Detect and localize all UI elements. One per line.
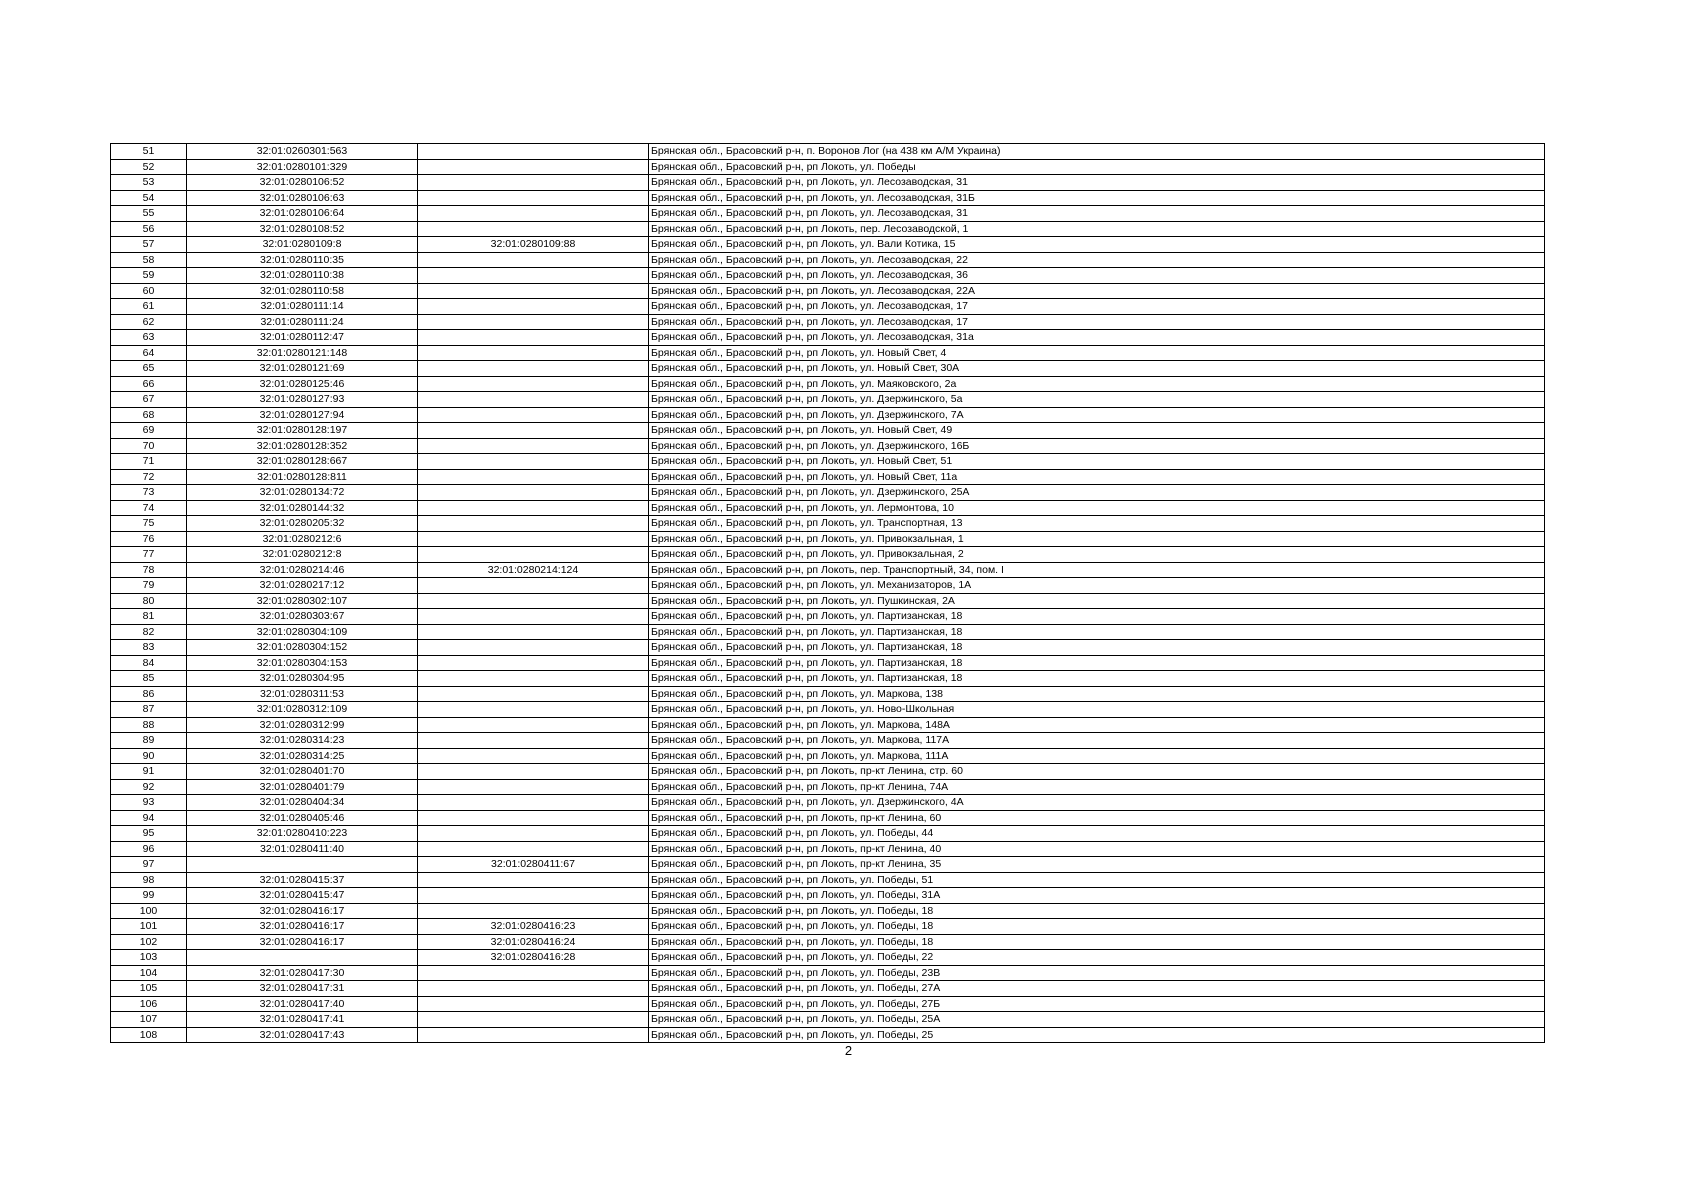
table-row — [111, 206, 1545, 222]
cadastral-number-cell: 32:01:0280110:38 — [187, 268, 418, 284]
cadastral-number-cell: 32:01:0280416:17 — [187, 919, 418, 935]
sub-cadastral-number-cell — [418, 903, 649, 919]
table-row — [111, 996, 1545, 1012]
cadastral-number-cell: 32:01:0280106:52 — [187, 175, 418, 191]
page-number: 2 — [844, 1043, 853, 1058]
sub-cadastral-number-cell — [418, 981, 649, 997]
sub-cadastral-number-cell — [418, 221, 649, 237]
table-row — [111, 237, 1545, 253]
table-row — [111, 655, 1545, 671]
address-cell: Брянская обл., Брасовский р-н, рп Локоть, ул. Новый Свет, 49 — [649, 423, 1545, 439]
address-cell: Брянская обл., Брасовский р-н, рп Локоть, ул. Ново-Школьная — [649, 702, 1545, 718]
cadastral-number-cell: 32:01:0280121:148 — [187, 345, 418, 361]
table-row — [111, 578, 1545, 594]
table-row — [111, 299, 1545, 315]
cadastral-number-cell: 32:01:0280121:69 — [187, 361, 418, 377]
sub-cadastral-number-cell: 32:01:0280411:67 — [418, 857, 649, 873]
cadastral-number-cell: 32:01:0280110:35 — [187, 252, 418, 268]
cadastral-number-cell: 32:01:0280417:41 — [187, 1012, 418, 1028]
address-cell: Брянская обл., Брасовский р-н, рп Локоть, ул. Победы, 25 — [649, 1027, 1545, 1043]
cadastral-number-cell: 32:01:0280111:14 — [187, 299, 418, 315]
table-row — [111, 702, 1545, 718]
sub-cadastral-number-cell — [418, 826, 649, 842]
address-cell: Брянская обл., Брасовский р-н, рп Локоть, ул. Победы, 23В — [649, 965, 1545, 981]
row-number-cell: 99 — [111, 888, 187, 904]
row-number-cell: 96 — [111, 841, 187, 857]
sub-cadastral-number-cell — [418, 438, 649, 454]
table-row — [111, 748, 1545, 764]
row-number-cell: 73 — [111, 485, 187, 501]
row-number-cell: 87 — [111, 702, 187, 718]
cadastral-number-cell: 32:01:0280312:109 — [187, 702, 418, 718]
address-cell: Брянская обл., Брасовский р-н, рп Локоть, ул. Маркова, 138 — [649, 686, 1545, 702]
table-row — [111, 795, 1545, 811]
row-number-cell: 85 — [111, 671, 187, 687]
cadastral-number-cell: 32:01:0280128:197 — [187, 423, 418, 439]
table-row — [111, 671, 1545, 687]
cadastral-number-cell: 32:01:0280302:107 — [187, 593, 418, 609]
table-row — [111, 609, 1545, 625]
cadastral-number-cell: 32:01:0280405:46 — [187, 810, 418, 826]
row-number-cell: 88 — [111, 717, 187, 733]
sub-cadastral-number-cell — [418, 252, 649, 268]
cadastral-number-cell: 32:01:0280214:46 — [187, 562, 418, 578]
row-number-cell: 65 — [111, 361, 187, 377]
sub-cadastral-number-cell — [418, 159, 649, 175]
address-cell: Брянская обл., Брасовский р-н, рп Локоть, пр-кт Ленина, 60 — [649, 810, 1545, 826]
address-cell: Брянская обл., Брасовский р-н, рп Локоть, ул. Лермонтова, 10 — [649, 500, 1545, 516]
cadastral-number-cell: 32:01:0280401:79 — [187, 779, 418, 795]
row-number-cell: 51 — [111, 144, 187, 160]
row-number-cell: 103 — [111, 950, 187, 966]
cadastral-number-cell — [187, 857, 418, 873]
table-row — [111, 252, 1545, 268]
sub-cadastral-number-cell — [418, 190, 649, 206]
row-number-cell: 107 — [111, 1012, 187, 1028]
address-cell: Брянская обл., Брасовский р-н, рп Локоть, ул. Лесозаводская, 31Б — [649, 190, 1545, 206]
cadastral-number-cell: 32:01:0280128:352 — [187, 438, 418, 454]
table-row — [111, 361, 1545, 377]
sub-cadastral-number-cell — [418, 330, 649, 346]
address-cell: Брянская обл., Брасовский р-н, рп Локоть, ул. Привокзальная, 2 — [649, 547, 1545, 563]
address-cell: Брянская обл., Брасовский р-н, рп Локоть, ул. Лесозаводская, 31 — [649, 206, 1545, 222]
row-number-cell: 93 — [111, 795, 187, 811]
sub-cadastral-number-cell — [418, 516, 649, 532]
table-row — [111, 562, 1545, 578]
row-number-cell: 83 — [111, 640, 187, 656]
cadastral-number-cell: 32:01:0280304:152 — [187, 640, 418, 656]
cadastral-number-cell: 32:01:0280108:52 — [187, 221, 418, 237]
cadastral-number-cell: 32:01:0280106:64 — [187, 206, 418, 222]
address-cell: Брянская обл., Брасовский р-н, рп Локоть, ул. Транспортная, 13 — [649, 516, 1545, 532]
address-cell: Брянская обл., Брасовский р-н, рп Локоть, ул. Победы — [649, 159, 1545, 175]
cadastral-number-cell: 32:01:0280417:30 — [187, 965, 418, 981]
cadastral-number-cell: 32:01:0280303:67 — [187, 609, 418, 625]
table-row — [111, 1027, 1545, 1043]
row-number-cell: 57 — [111, 237, 187, 253]
cadastral-number-cell: 32:01:0280417:40 — [187, 996, 418, 1012]
address-cell: Брянская обл., Брасовский р-н, рп Локоть, ул. Лесозаводская, 31а — [649, 330, 1545, 346]
sub-cadastral-number-cell — [418, 717, 649, 733]
cadastral-number-cell: 32:01:0280144:32 — [187, 500, 418, 516]
cadastral-number-cell: 32:01:0280304:153 — [187, 655, 418, 671]
row-number-cell: 91 — [111, 764, 187, 780]
address-cell: Брянская обл., Брасовский р-н, рп Локоть, ул. Лесозаводская, 17 — [649, 299, 1545, 315]
sub-cadastral-number-cell — [418, 609, 649, 625]
address-cell: Брянская обл., Брасовский р-н, рп Локоть, ул. Маркова, 148А — [649, 717, 1545, 733]
sub-cadastral-number-cell — [418, 531, 649, 547]
sub-cadastral-number-cell — [418, 733, 649, 749]
sub-cadastral-number-cell — [418, 1027, 649, 1043]
table-row — [111, 686, 1545, 702]
table-row — [111, 950, 1545, 966]
sub-cadastral-number-cell — [418, 764, 649, 780]
table-row — [111, 547, 1545, 563]
table-row — [111, 500, 1545, 516]
table-row — [111, 934, 1545, 950]
table-row — [111, 965, 1545, 981]
row-number-cell: 81 — [111, 609, 187, 625]
row-number-cell: 70 — [111, 438, 187, 454]
row-number-cell: 55 — [111, 206, 187, 222]
row-number-cell: 53 — [111, 175, 187, 191]
table-row — [111, 159, 1545, 175]
address-cell: Брянская обл., Брасовский р-н, рп Локоть, ул. Вали Котика, 15 — [649, 237, 1545, 253]
address-cell: Брянская обл., Брасовский р-н, рп Локоть, ул. Механизаторов, 1А — [649, 578, 1545, 594]
sub-cadastral-number-cell — [418, 578, 649, 594]
row-number-cell: 90 — [111, 748, 187, 764]
cadastral-number-cell: 32:01:0280304:95 — [187, 671, 418, 687]
sub-cadastral-number-cell — [418, 500, 649, 516]
sub-cadastral-number-cell — [418, 872, 649, 888]
row-number-cell: 59 — [111, 268, 187, 284]
address-cell: Брянская обл., Брасовский р-н, рп Локоть, пр-кт Ленина, стр. 60 — [649, 764, 1545, 780]
address-cell: Брянская обл., Брасовский р-н, рп Локоть, ул. Победы, 22 — [649, 950, 1545, 966]
address-cell: Брянская обл., Брасовский р-н, рп Локоть, ул. Победы, 18 — [649, 903, 1545, 919]
cadastral-number-cell: 32:01:0280415:37 — [187, 872, 418, 888]
cadastral-number-cell: 32:01:0280417:31 — [187, 981, 418, 997]
sub-cadastral-number-cell — [418, 175, 649, 191]
table-row — [111, 764, 1545, 780]
address-cell: Брянская обл., Брасовский р-н, рп Локоть, ул. Партизанская, 18 — [649, 624, 1545, 640]
cadastral-number-cell: 32:01:0280404:34 — [187, 795, 418, 811]
address-cell: Брянская обл., Брасовский р-н, рп Локоть, ул. Новый Свет, 11а — [649, 469, 1545, 485]
address-cell: Брянская обл., Брасовский р-н, рп Локоть, ул. Пушкинская, 2А — [649, 593, 1545, 609]
cadastral-number-cell: 32:01:0280110:58 — [187, 283, 418, 299]
row-number-cell: 76 — [111, 531, 187, 547]
table-row — [111, 888, 1545, 904]
sub-cadastral-number-cell — [418, 1012, 649, 1028]
cadastral-number-cell: 32:01:0280217:12 — [187, 578, 418, 594]
table-row — [111, 330, 1545, 346]
table-row — [111, 423, 1545, 439]
sub-cadastral-number-cell: 32:01:0280416:28 — [418, 950, 649, 966]
address-cell: Брянская обл., Брасовский р-н, рп Локоть, ул. Партизанская, 18 — [649, 640, 1545, 656]
cadastral-number-cell: 32:01:0280416:17 — [187, 903, 418, 919]
cadastral-number-cell: 32:01:0280127:94 — [187, 407, 418, 423]
table-row — [111, 1012, 1545, 1028]
table-row — [111, 903, 1545, 919]
address-cell: Брянская обл., Брасовский р-н, рп Локоть, ул. Лесозаводская, 36 — [649, 268, 1545, 284]
row-number-cell: 68 — [111, 407, 187, 423]
cadastral-number-cell: 32:01:0280106:63 — [187, 190, 418, 206]
sub-cadastral-number-cell — [418, 314, 649, 330]
address-cell: Брянская обл., Брасовский р-н, рп Локоть, пер. Лесозаводской, 1 — [649, 221, 1545, 237]
row-number-cell: 74 — [111, 500, 187, 516]
address-cell: Брянская обл., Брасовский р-н, рп Локоть, ул. Лесозаводская, 17 — [649, 314, 1545, 330]
table-row — [111, 392, 1545, 408]
cadastral-number-cell: 32:01:0280111:24 — [187, 314, 418, 330]
cadastral-number-cell: 32:01:0260301:563 — [187, 144, 418, 160]
sub-cadastral-number-cell — [418, 485, 649, 501]
address-cell: Брянская обл., Брасовский р-н, рп Локоть, ул. Маркова, 111А — [649, 748, 1545, 764]
address-cell: Брянская обл., Брасовский р-н, рп Локоть, ул. Партизанская, 18 — [649, 609, 1545, 625]
address-cell: Брянская обл., Брасовский р-н, рп Локоть, ул. Дзержинского, 25А — [649, 485, 1545, 501]
sub-cadastral-number-cell — [418, 454, 649, 470]
sub-cadastral-number-cell — [418, 345, 649, 361]
row-number-cell: 56 — [111, 221, 187, 237]
address-cell: Брянская обл., Брасовский р-н, рп Локоть, ул. Лесозаводская, 22А — [649, 283, 1545, 299]
table-row — [111, 407, 1545, 423]
table-row — [111, 175, 1545, 191]
row-number-cell: 108 — [111, 1027, 187, 1043]
address-cell: Брянская обл., Брасовский р-н, рп Локоть, пр-кт Ленина, 35 — [649, 857, 1545, 873]
address-cell: Брянская обл., Брасовский р-н, рп Локоть, ул. Дзержинского, 5а — [649, 392, 1545, 408]
cadastral-number-cell: 32:01:0280311:53 — [187, 686, 418, 702]
cadastral-number-cell: 32:01:0280109:8 — [187, 237, 418, 253]
row-number-cell: 106 — [111, 996, 187, 1012]
cadastral-number-cell: 32:01:0280415:47 — [187, 888, 418, 904]
row-number-cell: 52 — [111, 159, 187, 175]
table-row — [111, 531, 1545, 547]
sub-cadastral-number-cell: 32:01:0280416:23 — [418, 919, 649, 935]
address-cell: Брянская обл., Брасовский р-н, рп Локоть, ул. Партизанская, 18 — [649, 655, 1545, 671]
address-cell: Брянская обл., Брасовский р-н, рп Локоть, ул. Маркова, 117А — [649, 733, 1545, 749]
sub-cadastral-number-cell: 32:01:0280214:124 — [418, 562, 649, 578]
table-row — [111, 438, 1545, 454]
sub-cadastral-number-cell — [418, 640, 649, 656]
row-number-cell: 105 — [111, 981, 187, 997]
address-cell: Брянская обл., Брасовский р-н, рп Локоть, ул. Победы, 27Б — [649, 996, 1545, 1012]
row-number-cell: 94 — [111, 810, 187, 826]
sub-cadastral-number-cell — [418, 702, 649, 718]
sub-cadastral-number-cell: 32:01:0280416:24 — [418, 934, 649, 950]
address-cell: Брянская обл., Брасовский р-н, рп Локоть, ул. Лесозаводская, 31 — [649, 175, 1545, 191]
sub-cadastral-number-cell — [418, 547, 649, 563]
registry-table-body — [111, 144, 1545, 1043]
sub-cadastral-number-cell — [418, 392, 649, 408]
table-row — [111, 144, 1545, 160]
sub-cadastral-number-cell — [418, 748, 649, 764]
address-cell: Брянская обл., Брасовский р-н, п. Воронов Лог (на 438 км А/М Украина) — [649, 144, 1545, 160]
row-number-cell: 61 — [111, 299, 187, 315]
sub-cadastral-number-cell — [418, 407, 649, 423]
registry-table — [110, 143, 1545, 1043]
table-row — [111, 268, 1545, 284]
sub-cadastral-number-cell — [418, 283, 649, 299]
sub-cadastral-number-cell — [418, 671, 649, 687]
cadastral-number-cell: 32:01:0280410:223 — [187, 826, 418, 842]
row-number-cell: 100 — [111, 903, 187, 919]
table-row — [111, 872, 1545, 888]
address-cell: Брянская обл., Брасовский р-н, рп Локоть, ул. Дзержинского, 7А — [649, 407, 1545, 423]
table-row — [111, 283, 1545, 299]
address-cell: Брянская обл., Брасовский р-н, рп Локоть, ул. Дзержинского, 16Б — [649, 438, 1545, 454]
row-number-cell: 86 — [111, 686, 187, 702]
table-row — [111, 454, 1545, 470]
address-cell: Брянская обл., Брасовский р-н, рп Локоть, ул. Дзержинского, 4А — [649, 795, 1545, 811]
address-cell: Брянская обл., Брасовский р-н, рп Локоть, ул. Победы, 18 — [649, 919, 1545, 935]
sub-cadastral-number-cell — [418, 779, 649, 795]
sub-cadastral-number-cell — [418, 206, 649, 222]
row-number-cell: 58 — [111, 252, 187, 268]
sub-cadastral-number-cell — [418, 841, 649, 857]
row-number-cell: 69 — [111, 423, 187, 439]
sub-cadastral-number-cell — [418, 686, 649, 702]
address-cell: Брянская обл., Брасовский р-н, рп Локоть, ул. Новый Свет, 30А — [649, 361, 1545, 377]
address-cell: Брянская обл., Брасовский р-н, рп Локоть, ул. Победы, 51 — [649, 872, 1545, 888]
sub-cadastral-number-cell — [418, 376, 649, 392]
row-number-cell: 71 — [111, 454, 187, 470]
sub-cadastral-number-cell — [418, 299, 649, 315]
row-number-cell: 72 — [111, 469, 187, 485]
cadastral-number-cell: 32:01:0280128:811 — [187, 469, 418, 485]
row-number-cell: 79 — [111, 578, 187, 594]
cadastral-number-cell: 32:01:0280314:25 — [187, 748, 418, 764]
table-row — [111, 733, 1545, 749]
address-cell: Брянская обл., Брасовский р-н, рп Локоть, ул. Победы, 31А — [649, 888, 1545, 904]
row-number-cell: 104 — [111, 965, 187, 981]
row-number-cell: 92 — [111, 779, 187, 795]
table-row — [111, 717, 1545, 733]
cadastral-number-cell: 32:01:0280401:70 — [187, 764, 418, 780]
row-number-cell: 84 — [111, 655, 187, 671]
sub-cadastral-number-cell — [418, 810, 649, 826]
cadastral-number-cell: 32:01:0280125:46 — [187, 376, 418, 392]
cadastral-number-cell — [187, 950, 418, 966]
row-number-cell: 101 — [111, 919, 187, 935]
sub-cadastral-number-cell — [418, 996, 649, 1012]
table-row — [111, 345, 1545, 361]
address-cell: Брянская обл., Брасовский р-н, рп Локоть, ул. Новый Свет, 4 — [649, 345, 1545, 361]
cadastral-number-cell: 32:01:0280101:329 — [187, 159, 418, 175]
address-cell: Брянская обл., Брасовский р-н, рп Локоть, ул. Победы, 18 — [649, 934, 1545, 950]
sub-cadastral-number-cell — [418, 795, 649, 811]
sub-cadastral-number-cell — [418, 144, 649, 160]
sub-cadastral-number-cell: 32:01:0280109:88 — [418, 237, 649, 253]
table-row — [111, 640, 1545, 656]
sub-cadastral-number-cell — [418, 268, 649, 284]
address-cell: Брянская обл., Брасовский р-н, рп Локоть, ул. Победы, 25А — [649, 1012, 1545, 1028]
row-number-cell: 75 — [111, 516, 187, 532]
table-row — [111, 810, 1545, 826]
cadastral-number-cell: 32:01:0280314:23 — [187, 733, 418, 749]
cadastral-number-cell: 32:01:0280417:43 — [187, 1027, 418, 1043]
cadastral-number-cell: 32:01:0280134:72 — [187, 485, 418, 501]
cadastral-number-cell: 32:01:0280127:93 — [187, 392, 418, 408]
row-number-cell: 64 — [111, 345, 187, 361]
address-cell: Брянская обл., Брасовский р-н, рп Локоть, ул. Победы, 44 — [649, 826, 1545, 842]
row-number-cell: 102 — [111, 934, 187, 950]
cadastral-number-cell: 32:01:0280212:8 — [187, 547, 418, 563]
cadastral-number-cell: 32:01:0280312:99 — [187, 717, 418, 733]
row-number-cell: 89 — [111, 733, 187, 749]
address-cell: Брянская обл., Брасовский р-н, рп Локоть, ул. Маяковского, 2а — [649, 376, 1545, 392]
row-number-cell: 95 — [111, 826, 187, 842]
cadastral-number-cell: 32:01:0280416:17 — [187, 934, 418, 950]
row-number-cell: 80 — [111, 593, 187, 609]
address-cell: Брянская обл., Брасовский р-н, рп Локоть, пр-кт Ленина, 74А — [649, 779, 1545, 795]
address-cell: Брянская обл., Брасовский р-н, рп Локоть, пр-кт Ленина, 40 — [649, 841, 1545, 857]
sub-cadastral-number-cell — [418, 423, 649, 439]
table-row — [111, 841, 1545, 857]
cadastral-number-cell: 32:01:0280205:32 — [187, 516, 418, 532]
table-row — [111, 779, 1545, 795]
sub-cadastral-number-cell — [418, 593, 649, 609]
sub-cadastral-number-cell — [418, 888, 649, 904]
sub-cadastral-number-cell — [418, 624, 649, 640]
row-number-cell: 97 — [111, 857, 187, 873]
row-number-cell: 98 — [111, 872, 187, 888]
address-cell: Брянская обл., Брасовский р-н, рп Локоть, ул. Привокзальная, 1 — [649, 531, 1545, 547]
sub-cadastral-number-cell — [418, 469, 649, 485]
row-number-cell: 66 — [111, 376, 187, 392]
row-number-cell: 67 — [111, 392, 187, 408]
table-row — [111, 981, 1545, 997]
cadastral-number-cell: 32:01:0280128:667 — [187, 454, 418, 470]
sub-cadastral-number-cell — [418, 965, 649, 981]
sub-cadastral-number-cell — [418, 361, 649, 377]
table-row — [111, 314, 1545, 330]
table-row — [111, 376, 1545, 392]
table-row — [111, 516, 1545, 532]
sub-cadastral-number-cell — [418, 655, 649, 671]
address-cell: Брянская обл., Брасовский р-н, рп Локоть, ул. Партизанская, 18 — [649, 671, 1545, 687]
row-number-cell: 62 — [111, 314, 187, 330]
table-row — [111, 190, 1545, 206]
row-number-cell: 60 — [111, 283, 187, 299]
row-number-cell: 77 — [111, 547, 187, 563]
address-cell: Брянская обл., Брасовский р-н, рп Локоть, ул. Новый Свет, 51 — [649, 454, 1545, 470]
table-row — [111, 624, 1545, 640]
cadastral-number-cell: 32:01:0280304:109 — [187, 624, 418, 640]
table-row — [111, 485, 1545, 501]
table-row — [111, 826, 1545, 842]
cadastral-number-cell: 32:01:0280212:6 — [187, 531, 418, 547]
table-row — [111, 469, 1545, 485]
address-cell: Брянская обл., Брасовский р-н, рп Локоть, ул. Лесозаводская, 22 — [649, 252, 1545, 268]
cadastral-number-cell: 32:01:0280411:40 — [187, 841, 418, 857]
row-number-cell: 78 — [111, 562, 187, 578]
row-number-cell: 54 — [111, 190, 187, 206]
cadastral-number-cell: 32:01:0280112:47 — [187, 330, 418, 346]
row-number-cell: 82 — [111, 624, 187, 640]
address-cell: Брянская обл., Брасовский р-н, рп Локоть, ул. Победы, 27А — [649, 981, 1545, 997]
table-row — [111, 857, 1545, 873]
table-row — [111, 919, 1545, 935]
table-row — [111, 593, 1545, 609]
row-number-cell: 63 — [111, 330, 187, 346]
address-cell: Брянская обл., Брасовский р-н, рп Локоть, пер. Транспортный, 34, пом. I — [649, 562, 1545, 578]
table-row — [111, 221, 1545, 237]
